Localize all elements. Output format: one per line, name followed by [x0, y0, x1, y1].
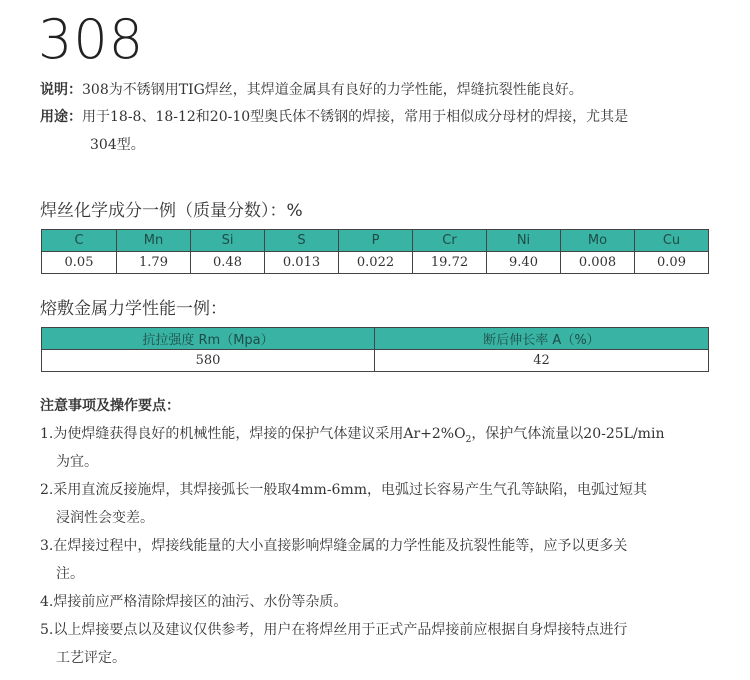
header-c: C — [42, 230, 117, 252]
value-cu: 0.09 — [635, 252, 709, 274]
note-3: 3.在焊接过程中，焊接线能量的大小直接影响焊缝金属的力学性能及抗裂性能等，应予以更多关 — [40, 538, 628, 554]
note-1-cont: 为宜。 — [56, 454, 98, 470]
header-s: S — [265, 230, 339, 252]
value-s: 0.013 — [265, 252, 339, 274]
value-tensile-strength: 580 — [42, 350, 375, 372]
header-cu: Cu — [635, 230, 709, 252]
product-title: 308 — [38, 8, 145, 71]
mechanical-heading: 熔敷金属力学性能一例： — [40, 299, 227, 319]
value-mo: 0.008 — [561, 252, 635, 274]
mechanical-value-row — [42, 350, 709, 372]
note-1-subscript: 2 — [465, 434, 472, 445]
value-cr: 19.72 — [413, 252, 487, 274]
description-text: 308为不锈钢用TIG焊丝，其焊道金属具有良好的力学性能，焊缝抗裂性能良好。 — [82, 82, 583, 98]
notes-title: 注意事项及操作要点： — [40, 398, 180, 414]
header-p: P — [339, 230, 413, 252]
note-2-cont: 浸润性会变差。 — [56, 510, 154, 526]
value-mn: 1.79 — [117, 252, 191, 274]
note-5-cont: 工艺评定。 — [56, 650, 126, 666]
note-1 — [40, 424, 664, 450]
value-p: 0.022 — [339, 252, 413, 274]
value-elongation: 42 — [375, 350, 709, 372]
value-c: 0.05 — [42, 252, 117, 274]
value-ni: 9.40 — [487, 252, 561, 274]
composition-table — [41, 229, 709, 274]
note-3-cont: 注。 — [56, 566, 84, 582]
header-elongation: 断后伸长率 A（%） — [375, 328, 709, 350]
composition-heading: 焊丝化学成分一例（质量分数）：% — [40, 201, 303, 221]
mechanical-table — [41, 327, 709, 372]
mechanical-header-row — [42, 328, 709, 350]
description-line — [40, 80, 583, 100]
header-tensile-strength: 抗拉强度 Rm（Mpa） — [42, 328, 375, 350]
header-cr: Cr — [413, 230, 487, 252]
usage-label: 用途： — [40, 109, 82, 125]
header-mn: Mn — [117, 230, 191, 252]
header-ni: Ni — [487, 230, 561, 252]
note-1-text-a: 1.为使焊缝获得良好的机械性能，焊接的保护气体建议采用Ar+2%O — [40, 426, 466, 442]
usage-text-1: 用于18-8、18-12和20-10型奥氏体不锈钢的焊接，常用于相似成分母材的焊接，尤其是 — [82, 109, 629, 125]
composition-value-row — [42, 252, 709, 274]
note-5: 5.以上焊接要点以及建议仅供参考，用户在将焊丝用于正式产品焊接前应根据自身焊接特点进行 — [40, 622, 628, 638]
value-si: 0.48 — [191, 252, 265, 274]
note-2: 2.采用直流反接施焊，其焊接弧长一般取4mm-6mm，电弧过长容易产生气孔等缺陷，电弧过短其 — [40, 482, 648, 498]
description-label: 说明： — [40, 82, 82, 98]
usage-line — [40, 107, 628, 127]
header-si: Si — [191, 230, 265, 252]
usage-text-2: 304型。 — [90, 137, 145, 153]
header-mo: Mo — [561, 230, 635, 252]
note-1-text-b: ，保护气体流量以20-25L/min — [471, 426, 665, 442]
note-4: 4.焊接前应严格清除焊接区的油污、水份等杂质。 — [40, 594, 348, 610]
composition-header-row — [42, 230, 709, 252]
